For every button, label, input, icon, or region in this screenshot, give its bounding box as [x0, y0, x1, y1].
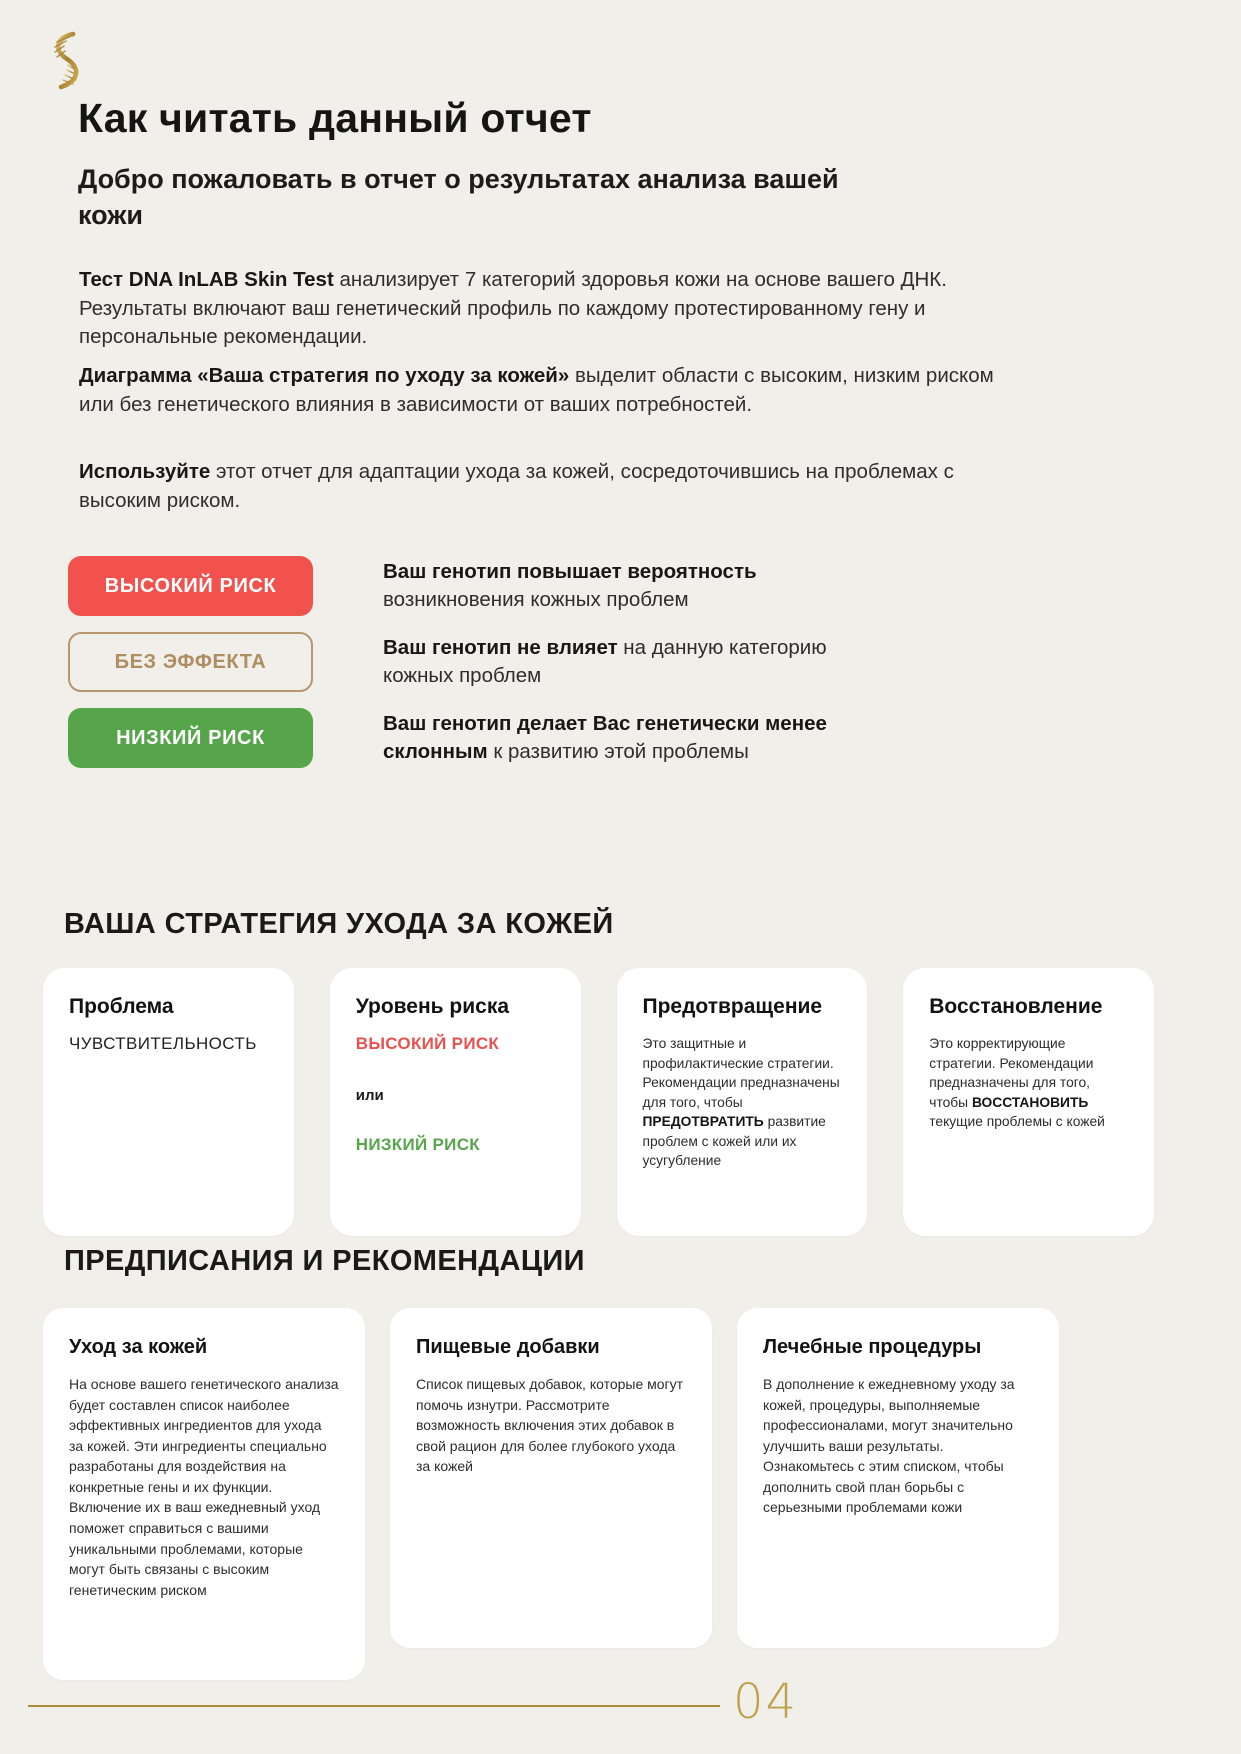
restoration-body-bold: ВОССТАНОВИТЬ: [971, 1094, 1089, 1110]
risk-level-high-label: ВЫСОКИЙ РИСК: [355, 1034, 500, 1053]
intro-paragraph-test-rest: анализирует 7 категорий здоровья кожи на основе вашего ДНК. Результаты включают ваш генетический профиль по каждому протестированному гену и персональные рекомендации.: [79, 268, 947, 349]
low-risk-description-bold: Ваш генотип делает Вас генетически менее склонным: [383, 712, 827, 763]
strategy-card-prevention-body: [643, 1034, 842, 1171]
strategy-card-prevention: [617, 968, 868, 1236]
strategy-section-heading: ВАША СТРАТЕГИЯ УХОДА ЗА КОЖЕЙ: [64, 908, 614, 940]
prescription-card-skincare: [43, 1308, 365, 1680]
legend-row-low-risk: [68, 708, 828, 768]
high-risk-description-bold: Ваш генотип повышает вероятность: [383, 560, 757, 584]
prescription-card-skincare-title: Уход за кожей: [69, 1336, 208, 1358]
prescription-card-treatments-title: Лечебные процедуры: [763, 1336, 982, 1358]
high-risk-description-rest: возникновения кожных проблем: [383, 588, 689, 611]
strategy-card-restoration-title: Восстановление: [929, 995, 1103, 1018]
prescriptions-section-heading: ПРЕДПИСАНИЯ И РЕКОМЕНДАЦИИ: [64, 1245, 585, 1277]
no-effect-description: [383, 634, 828, 689]
legend-row-no-effect: [68, 632, 828, 692]
prevention-body-post: развитие проблем с кожей или их усугубление: [642, 1114, 826, 1169]
risk-level-low-label: НИЗКИЙ РИСК: [355, 1135, 480, 1154]
strategy-card-problem-value: ЧУВСТВИТЕЛЬНОСТЬ: [69, 1034, 257, 1053]
restoration-body-post: текущие проблемы с кожей: [929, 1114, 1105, 1130]
risk-level-or-label: или: [355, 1087, 384, 1104]
prevention-body-pre: Это защитные и профилактические стратегии. Рекомендации предназначены для того, чтобы: [642, 1036, 840, 1110]
strategy-card-restoration-body: [929, 1034, 1128, 1132]
prescription-card-supplements-body: Список пищевых добавок, которые могут помочь изнутри. Рассмотрите возможность включения этих добавок в свой рацион для более глубокого ухода за кожей: [416, 1376, 684, 1475]
prescription-card-treatments: [737, 1308, 1059, 1648]
intro-paragraph-diagram-bold: Диаграмма «Ваша стратегия по уходу за кожей»: [79, 364, 570, 387]
high-risk-description: [383, 558, 828, 613]
strategy-card-risk-level-title: Уровень риска: [355, 995, 510, 1018]
strategy-cards: [43, 968, 1154, 1236]
intro-paragraph-diagram-rest: выделит области с высоким, низким риском или без генетического влияния в зависимости от ваших потребностей.: [79, 364, 994, 416]
intro-paragraph-test-bold: Тест DNA InLAB Skin Test: [79, 268, 334, 291]
intro-paragraph-use: [79, 458, 994, 515]
prescription-cards: [43, 1308, 1059, 1680]
page-subtitle: Добро пожаловать в отчет о результатах анализа вашей кожи: [78, 164, 839, 230]
page-number: 04: [733, 1674, 799, 1730]
legend-row-high-risk: [68, 556, 828, 616]
prescription-card-skincare-body: На основе вашего генетического анализа будет составлен список наиболее эффективных ингредиентов для ухода за кожей. Эти ингредиенты специально разработаны для воздействия на конкретные гены и их функции. Включение их в ваш ежедневный уход поможет справиться с вашими уникальными проблемами, которые могут быть связаны с высоким генетическим риском: [69, 1376, 339, 1598]
prescription-card-treatments-body: В дополнение к ежедневному уходу за кожей, процедуры, выполняемые профессионалами, могут значительно улучшить ваши результаты. Ознакомьтесь с этим списком, чтобы дополнить свой план борьбы с серьезными проблемами кожи: [763, 1376, 1015, 1516]
strategy-card-restoration: [903, 968, 1154, 1236]
footer-divider-line: [28, 1705, 720, 1707]
low-risk-description-rest: к развитию этой проблемы: [487, 740, 749, 763]
intro-paragraph-diagram: [79, 362, 994, 419]
strategy-card-problem-title: Проблема: [69, 995, 174, 1018]
no-effect-badge: БЕЗ ЭФФЕКТА: [68, 632, 313, 692]
intro-paragraph-use-bold: Используйте: [79, 460, 211, 483]
restoration-body-pre: Это корректирующие стратегии. Рекомендации предназначены для того, чтобы: [929, 1036, 1094, 1110]
dna-helix-icon: [45, 30, 87, 92]
prescription-card-supplements: [390, 1308, 712, 1648]
strategy-card-prevention-title: Предотвращение: [642, 995, 823, 1018]
risk-legend: [68, 556, 828, 784]
prescription-card-supplements-title: Пищевые добавки: [416, 1336, 600, 1358]
low-risk-description: [383, 710, 828, 765]
strategy-card-risk-level: [330, 968, 581, 1236]
intro-paragraph-use-rest: этот отчет для адаптации ухода за кожей, сосредоточившись на проблемах с высоким риском.: [79, 460, 954, 512]
strategy-card-problem: [43, 968, 294, 1236]
prevention-body-bold: ПРЕДОТВРАТИТЬ: [642, 1114, 764, 1130]
intro-paragraph-test: [79, 266, 994, 352]
no-effect-description-rest: на данную категорию кожных проблем: [383, 636, 827, 687]
no-effect-description-bold: Ваш генотип не влияет: [383, 636, 618, 660]
page-title: Как читать данный отчет: [78, 95, 592, 141]
low-risk-badge: НИЗКИЙ РИСК: [68, 708, 313, 768]
high-risk-badge: ВЫСОКИЙ РИСК: [68, 556, 313, 616]
